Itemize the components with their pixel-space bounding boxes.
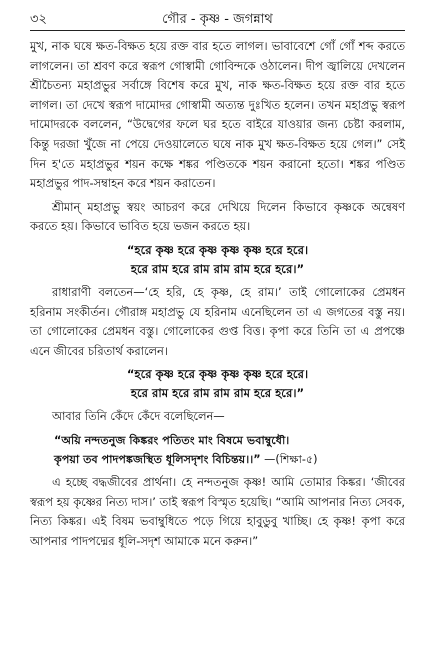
mantra-1 [30, 241, 405, 279]
sloka-verse [30, 431, 405, 469]
sloka-reference: —(শিক্ষা-৫) [260, 452, 318, 466]
mantra-2-line-1: “হরে কৃষ্ণ হরে কৃষ্ণ কৃষ্ণ কৃষ্ণ হরে হরে। [126, 367, 309, 382]
mantra-1-line-2: হরে রাম হরে রাম রাম রাম হরে হরে।” [130, 261, 305, 276]
mantra-1-line-1: “হরে কৃষ্ণ হরে কৃষ্ণ কৃষ্ণ কৃষ্ণ হরে হরে। [126, 242, 309, 257]
mantra-2-line-2: হরে রাম হরে রাম রাম রাম হরে হরে।” [130, 386, 305, 401]
page-number: ৩২ [30, 12, 47, 27]
sloka-line-2 [54, 450, 405, 469]
sloka-line-2-text: কৃপয়া তব পাদপঙ্কজস্থিত ধূলিসদৃশং বিচিন্তয়।।” [54, 452, 261, 466]
sloka-line-1: “অয়ি নন্দতনুজ কিঙ্করং পতিতং মাং বিষমে ভবাম্বুধৌ। [54, 433, 290, 447]
paragraph-4: আবার তিনি কেঁদে কেঁদে বলেছিলেন— [52, 409, 225, 424]
paragraph-1: মুখ, নাক ঘষে ক্ষত-বিক্ষত হয়ে রক্ত বার হতে লাগল। ভাবাবেশে গোঁ গোঁ শব্দ করতে লাগলেন। তা শ্রবণ করে স্বরূপ গোস্বামী গোবিন্দকে ওঠালেন। দীপ জ্বালিয়ে দেখলেন শ্রীচৈতন্য মহাপ্রভুর সর্বাঙ্গে বিশেষ করে মুখ, নাক ক্ষত-বিক্ষত হয়ে রক্ত বার হতে লাগল। তা দেখে স্বরূপ দামোদর গোস্বামী অত্যন্ত দুঃখিত হলেন। তখন মহাপ্রভু স্বরূপ দামোদরকে বললেন, “উদ্বেগের ফলে ঘর হতে বাইরে যাওয়ার জন্য চেষ্টা করলাম, কিন্তু দরজা খুঁজে না পেয়ে দেওয়ালেতে ঘষে নাক মুখ ক্ষত-বিক্ষত হয়ে গেল।” সেই দিন হ'তে মহাপ্রভুর শয়ন কক্ষে শঙ্কর পণ্ডিতকে শয়ন করানো হতো। শঙ্কর পণ্ডিত মহাপ্রভুর পাদ-সম্বাহন করে শয়ন করাতেন। [30, 39, 405, 191]
running-title: গৌর - কৃষ্ণ - জগন্নাথ [162, 12, 273, 27]
paragraph-2: শ্রীমান্ মহাপ্রভু স্বয়ং আচরণ করে দেখিয়ে দিলেন কিভাবে কৃষ্ণকে অন্বেষণ করতে হয়। কিভাবে ভাবিত হয়ে ভজন করতে হয়। [30, 199, 405, 234]
page-header [30, 10, 405, 31]
mantra-2 [30, 365, 405, 403]
paragraph-3: রাধারাণী বলতেন—‘হে হরি, হে কৃষ্ণ, হে রাম।’ তাই গোলোকের প্রেমধন হরিনাম সংকীর্তন। গৌরাঙ্গ মহাপ্রভু যে হরিনাম এনেছিলেন তা এ জগতের বস্তু নয়। তা গোলোকের প্রেমধন বস্তু। গোলোকের গুপ্ত বিত্ত। কৃপা করে তিনি তা এ প্রপঞ্চে এনে জীবের চরিতার্থ করালেন। [30, 284, 405, 358]
paragraph-5: এ হচ্ছে বদ্ধজীবের প্রার্থনা। হে নন্দতনুজ কৃষ্ণ! আমি তোমার কিঙ্কর। ‘জীবের স্বরূপ হয় কৃষ্ণের নিত্য দাস।’ তাই স্বরূপ বিস্মৃত হয়েছি। “আমি আপনার নিত্য সেবক, নিত্য কিঙ্কর। এই বিষম ভবাম্বুধিতে পড়ে গিয়ে হাবুডুবু খাচ্ছি। হে কৃষ্ণ! কৃপা করে আপনার পাদপদ্মের ধূলি-সদৃশ আমাকে মনে করুন।” [30, 474, 405, 548]
